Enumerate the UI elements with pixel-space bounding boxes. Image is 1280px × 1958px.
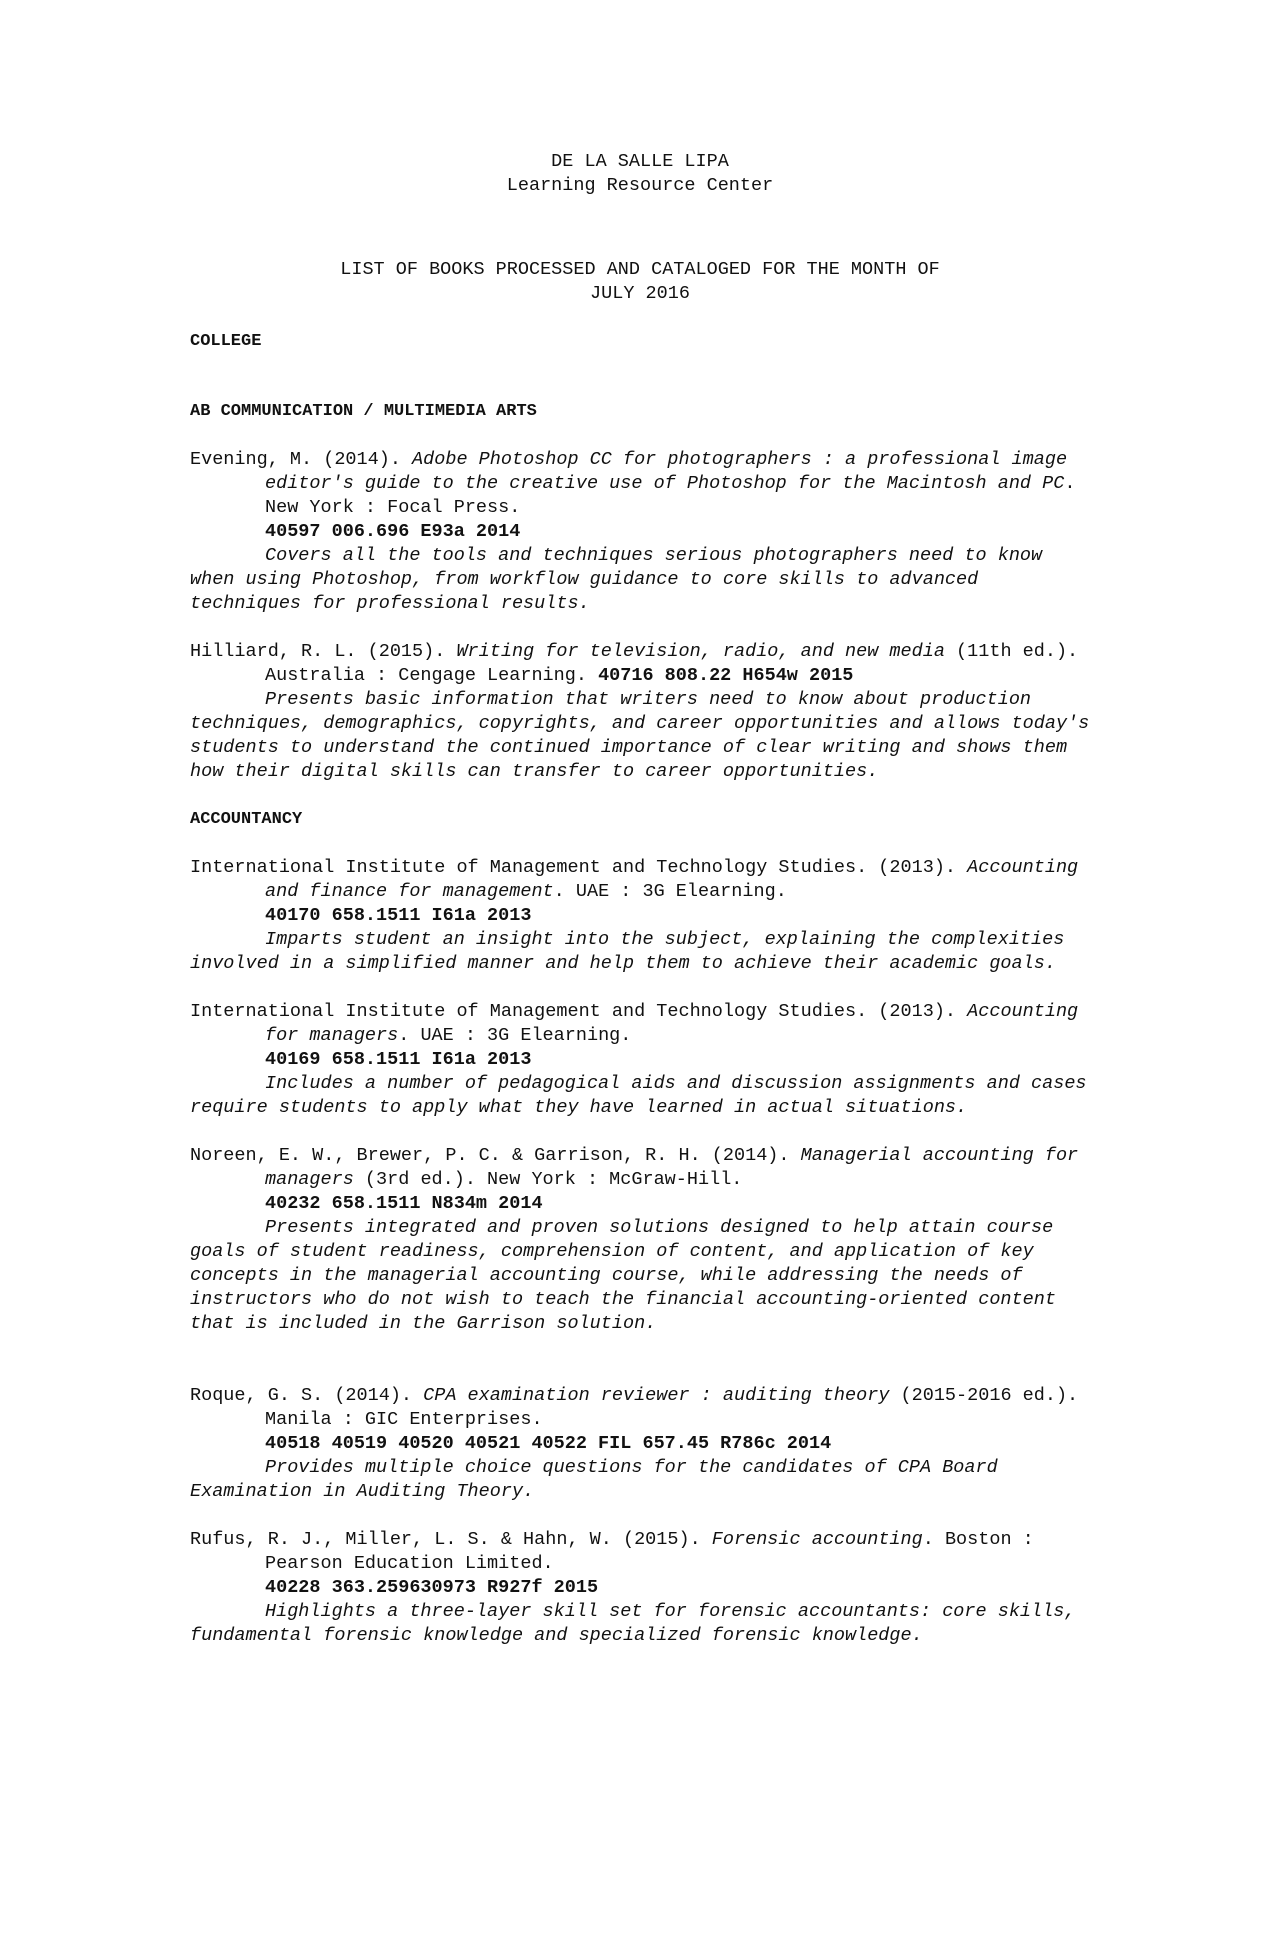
author: International Institute of Management and Technology Studies. (2013). [190,857,968,878]
book-entry [190,448,1090,616]
book-entry [190,856,1090,976]
book-title: Writing for television, radio, and new media [456,641,945,662]
publication: . UAE : 3G Elearning. [398,1025,632,1046]
list-title-line1: LIST OF BOOKS PROCESSED AND CATALOGED FOR THE MONTH OF [340,259,940,280]
call-number: 40597 006.696 E93a 2014 [265,521,521,542]
institution-name: DE LA SALLE LIPA [551,151,729,172]
annotation: Presents basic information that writers need to know about production techniques, demographics, copyrights, and career opportunities and allows today's students to understand the continued importance of clear writing and shows them how their digital skills can transfer to career opportunities. [190,689,1090,782]
book-entry [190,1144,1090,1336]
division-label: COLLEGE [190,332,262,351]
citation [190,1384,1090,1432]
annotation: Provides multiple choice questions for the candidates of CPA Board Examination in Auditing Theory. [190,1457,998,1502]
citation [190,448,1090,520]
citation [190,856,1090,904]
call-number: 40170 658.1511 I61a 2013 [265,905,532,926]
publication: (3rd ed.). New York : McGraw-Hill. [353,1169,743,1190]
call-number: 40169 658.1511 I61a 2013 [265,1049,532,1070]
book-title: Adobe Photoshop CC for photographers : a professional image editor's guide to the creative use of Photoshop for the Macintosh and PC [265,449,1079,494]
call-number: 40228 363.259630973 R927f 2015 [265,1577,599,1598]
book-entry [190,1000,1090,1120]
publication: (11th ed.). Australia : Cengage Learning. [265,641,1090,686]
citation [190,1528,1090,1576]
author: Evening, M. (2014). [190,449,413,470]
book-entry [190,1528,1090,1648]
citation [190,640,1090,688]
call-number: 40716 808.22 H654w 2015 [598,665,854,686]
book-title: Managerial accounting for managers [265,1145,1090,1190]
publication: . New York : Focal Press. [265,473,1087,518]
author: International Institute of Management and Technology Studies. (2013). [190,1001,968,1022]
publication: . UAE : 3G Elearning. [553,881,787,902]
citation [190,1000,1090,1048]
annotation: Highlights a three-layer skill set for forensic accountants: core skills, fundamental forensic knowledge and specialized forensic knowledge. [190,1601,1076,1646]
call-number: 40232 658.1511 N834m 2014 [265,1193,543,1214]
author: Rufus, R. J., Miller, L. S. & Hahn, W. (2015). [190,1529,712,1550]
section-heading: ACCOUNTANCY [190,810,303,829]
section-heading: AB COMMUNICATION / MULTIMEDIA ARTS [190,402,537,421]
center-name: Learning Resource Center [506,175,774,196]
author: Noreen, E. W., Brewer, P. C. & Garrison, R. H. (2014). [190,1145,801,1166]
document-page [190,0,1090,1672]
book-entry [190,1384,1090,1504]
publication: (2015-2016 ed.). Manila : GIC Enterprises. [265,1385,1090,1430]
annotation: Covers all the tools and techniques serious photographers need to know when using Photoshop, from workflow guidance to core skills to advanced techniques for professional results. [190,545,1043,614]
citation [190,1144,1090,1192]
annotation: Presents integrated and proven solutions designed to help attain course goals of student readiness, comprehension of content, and application of key concepts in the managerial accounting course, while addressing the needs of instructors who do not wish to teach the financial accounting-oriented content that is included in the Garrison solution. [190,1217,1056,1334]
book-title: Forensic accounting [711,1529,923,1550]
annotation: Includes a number of pedagogical aids and discussion assignments and cases require students to apply what they have learned in actual situations. [190,1073,1087,1118]
book-title: Accounting for managers [265,1001,1090,1046]
publication: . Boston : Pearson Education Limited. [265,1529,1045,1574]
author: Roque, G. S. (2014). [190,1385,424,1406]
book-title: Accounting and finance for management [265,857,1090,902]
author: Hilliard, R. L. (2015). [190,641,457,662]
book-entry [190,640,1090,784]
annotation: Imparts student an insight into the subject, explaining the complexities involved in a simplified manner and help them to achieve their academic goals. [190,929,1065,974]
book-title: CPA examination reviewer : auditing theory [423,1385,890,1406]
call-number: 40518 40519 40520 40521 40522 FIL 657.45 R786c 2014 [265,1433,832,1454]
list-title-line2: JULY 2016 [590,283,690,304]
